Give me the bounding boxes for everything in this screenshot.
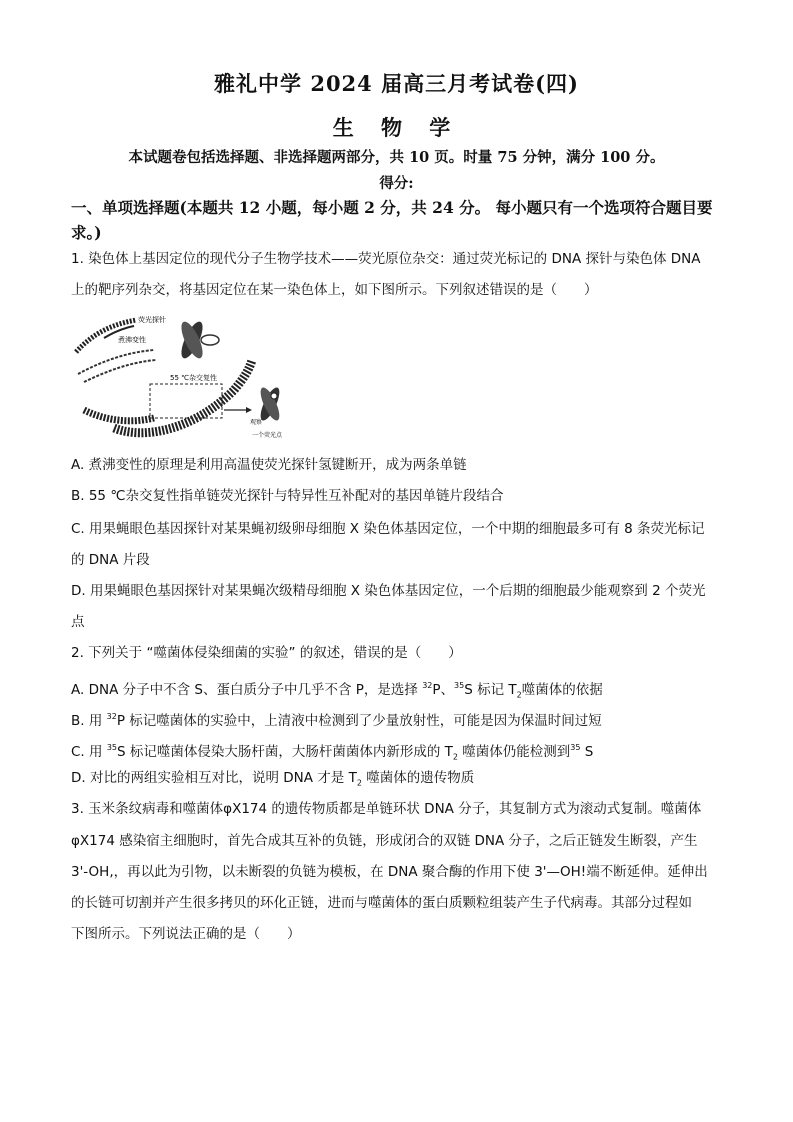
hybrid-box [150, 384, 222, 418]
q1-option-c-line1: C. 用果蝇眼色基因探针对某果蝇初级卵母细胞 X 染色体基因定位，一个中期的细胞最多可有 8 条荧光标记 [71, 521, 705, 537]
labeled-chromosome-icon [257, 385, 283, 423]
q1-stem-line1: 1. 染色体上基因定位的现代分子生物学技术——荧光原位杂交：通过荧光标记的 DNA 探针与染色体 DNA [71, 251, 701, 267]
q2-b-text-2: P 标记噬菌体的实验中，上清液中检测到了少量放射性，可能是因为保温时间过短 [116, 713, 602, 729]
q3-line4: 的长链可切割并产生很多拷贝的环化正链，进而与噬菌体的蛋白质颗粒组装产生子代病毒。其部分过程如 [71, 895, 692, 911]
q2-c-text-4: S [580, 744, 594, 760]
fish-diagram [74, 310, 286, 442]
label-observe: 观察 [250, 419, 263, 426]
fluorescent-spot-icon [271, 393, 277, 399]
q2-a-text-1: A. DNA 分子中不含 S、蛋白质分子中几乎不含 P，是选择 [71, 682, 423, 698]
q2-a-sup-1: 32 [422, 681, 433, 690]
q3-line1: 3. 玉米条纹病毒和噬菌体φX174 的遗传物质都是单链环状 DNA 分子，其复制方式为滚动式复制。噬菌体 [71, 801, 702, 817]
q2-c-sub: 2 [452, 752, 458, 762]
q1-option-a: A. 煮沸变性的原理是利用高温使荧光探针氢键断开，成为两条单链 [71, 457, 467, 473]
q2-d-text-1: D. 对比的两组实验相互对比，说明 DNA 才是 T [71, 770, 357, 786]
q2-c-sup-1: 35 [106, 743, 117, 752]
q2-c-text-1: C. 用 [71, 744, 107, 760]
q1-figure [74, 310, 286, 442]
q2-c-text-2: S 标记噬菌体侵染大肠杆菌，大肠杆菌菌体内新形成的 T [117, 744, 453, 760]
label-spot: 一个荧光点 [252, 432, 283, 439]
q3-line2: φX174 感染宿主细胞时，首先合成其互补的负链，形成闭合的双链 DNA 分子，之后正链发生断裂，产生 [71, 833, 698, 849]
single-strand-2 [84, 360, 156, 382]
q2-a-sub: 2 [516, 690, 522, 700]
score-label: 得分: [379, 175, 414, 192]
label-boil: 煮沸变性 [118, 336, 146, 344]
q1-option-b: B. 55 ℃杂交复性指单链荧光探针与特异性互补配对的基因单链片段结合 [71, 488, 504, 504]
q1-stem-line2: 上的靶序列杂交，将基因定位在某一染色体上，如下图所示。下列叙述错误的是（ ） [71, 282, 598, 298]
q2-a-sup-2: 35 [454, 681, 465, 690]
q2-d-sub: 2 [356, 778, 362, 788]
q1-option-d-line1: D. 用果蝇眼色基因探针对某果蝇次级精母细胞 X 染色体基因定位，一个后期的细胞最少能观察到 2 个荧光 [71, 583, 706, 599]
q2-b-text-1: B. 用 [71, 713, 107, 729]
exam-title: 雅礼中学 2024 届高三月考试卷(四) [214, 71, 579, 96]
q2-a-text-3: S 标记 T [464, 682, 517, 698]
q2-c-sup-2: 35 [570, 743, 581, 752]
q3-line5: 下图所示。下列说法正确的是（ ） [71, 926, 301, 942]
subject-title: 生 物 学 [332, 115, 461, 140]
q3-line3: 3'-OH,，再以此为引物，以未断裂的负链为模板，在 DNA 聚合酶的作用下使 3'—OH!端不断延伸。延伸出 [71, 864, 708, 880]
label-probe: 荧光探针 [138, 316, 166, 324]
target-dna-helix [114, 360, 252, 433]
target-dna-left [84, 410, 154, 421]
q2-b-sup: 32 [106, 712, 117, 721]
observe-arrowhead [246, 407, 252, 413]
q2-a-text-2: P、 [432, 682, 455, 698]
q2-stem: 2. 下列关于 “噬菌体侵染细菌的实验” 的叙述，错误的是（ ） [71, 645, 462, 661]
single-strand-1 [78, 350, 154, 374]
chromosome-icon [177, 319, 219, 361]
exam-info: 本试题卷包括选择题、非选择题两部分，共 10 页。时量 75 分钟，满分 100 分。 [128, 149, 665, 166]
q1-option-c-line2: 的 DNA 片段 [71, 552, 150, 568]
label-renature: 55 ℃杂交复性 [170, 374, 217, 382]
q1-option-d-line2: 点 [71, 614, 85, 630]
q2-d-text-2: 噬菌体的遗传物质 [361, 770, 475, 786]
section-heading: 一、单项选择题(本题共 12 小题，每小题 2 分，共 24 分。 每小题只有一个选项符合题目要求。) [71, 198, 713, 242]
q2-c-text-3: 噬菌体仍能检测到 [458, 744, 571, 760]
q2-a-text-4: 噬菌体的依据 [521, 682, 603, 698]
